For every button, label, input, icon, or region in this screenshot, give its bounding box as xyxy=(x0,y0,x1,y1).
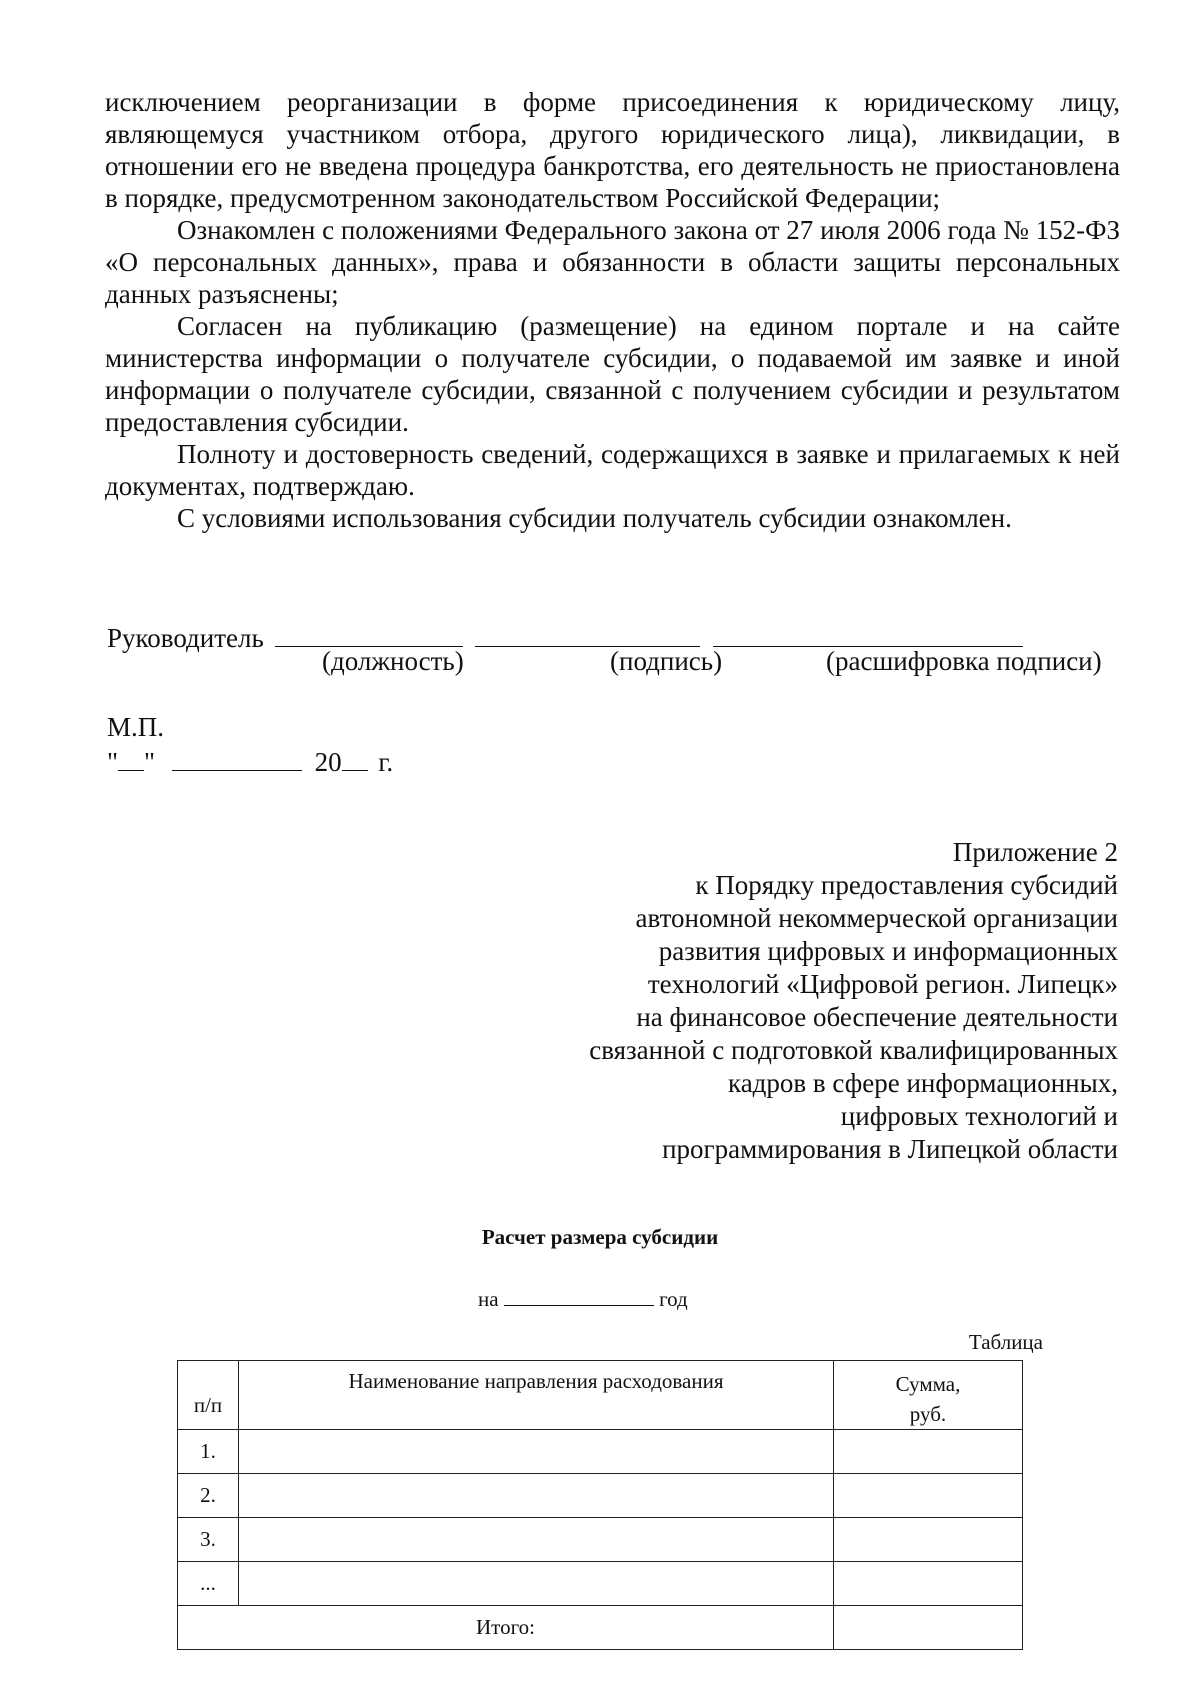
date-year-suffix: г. xyxy=(378,747,394,777)
header-sum xyxy=(840,1361,1016,1429)
date-month-field[interactable] xyxy=(172,746,302,771)
appendix-line: кадров в сфере информационных, xyxy=(727,1068,1118,1098)
row-expense-name-cell[interactable] xyxy=(239,1518,834,1562)
row-sum-cell[interactable] xyxy=(834,1474,1023,1518)
date-day-field[interactable] xyxy=(118,746,144,771)
signature-caption: (подпись) xyxy=(610,646,723,676)
paragraph-publication-consent: Согласен на публикацию (размещение) на едином портале и на сайте министерства информации о получателе субсидии, о подаваемой им заявке и иной информации о получателе субсидии, связанной с получением субсидии и результатом предоставления субсидии. xyxy=(105,311,1120,437)
decoding-caption: (расшифровка подписи) xyxy=(826,646,1102,676)
header-number: п/п xyxy=(193,1393,223,1417)
date-quote-close: " xyxy=(144,747,156,777)
table-row xyxy=(178,1562,1023,1606)
row-number: 3. xyxy=(178,1518,239,1562)
row-number: 2. xyxy=(178,1474,239,1518)
row-expense-name-cell[interactable] xyxy=(239,1474,834,1518)
paragraph-conditions: С условиями использования субсидии получатель субсидии ознакомлен. xyxy=(177,503,1012,533)
header-number-cell xyxy=(178,1361,239,1430)
date-quote-open: " xyxy=(107,747,119,777)
row-expense-name-cell[interactable] xyxy=(239,1562,834,1606)
table-caption: Таблица xyxy=(968,1330,1043,1354)
date-line xyxy=(107,746,393,778)
position-field[interactable] xyxy=(275,620,463,647)
table-row xyxy=(178,1518,1023,1562)
subsidy-calculation-table xyxy=(177,1360,1023,1650)
header-sum-cell xyxy=(834,1361,1023,1430)
appendix-line: развития цифровых и информационных xyxy=(658,936,1118,966)
year-suffix: год xyxy=(659,1287,688,1311)
row-sum-cell[interactable] xyxy=(834,1430,1023,1474)
signature-decoding-field[interactable] xyxy=(713,620,1023,647)
position-caption: (должность) xyxy=(322,646,464,676)
table-row xyxy=(178,1474,1023,1518)
appendix-line: Приложение 2 xyxy=(952,837,1118,867)
total-label: Итого: xyxy=(178,1606,834,1650)
total-sum-cell[interactable] xyxy=(834,1606,1023,1650)
signature-field[interactable] xyxy=(475,620,700,647)
paragraph-personal-data: Ознакомлен с положениями Федерального закона от 27 июля 2006 года № 152-ФЗ «О персональных данных», права и обязанности в области защиты персональных данных разъяснены; xyxy=(105,215,1120,309)
year-prefix: на xyxy=(478,1287,499,1311)
table-row xyxy=(178,1430,1023,1474)
table-header-row xyxy=(178,1361,1023,1430)
paragraph-completeness: Полноту и достоверность сведений, содержащихся в заявке и прилагаемых к ней документах, подтверждаю. xyxy=(105,439,1120,501)
appendix-line: автономной некоммерческой организации xyxy=(635,903,1118,933)
appendix-line: на финансовое обеспечение деятельности xyxy=(636,1002,1118,1032)
header-sum-line1: Сумма, xyxy=(895,1372,961,1396)
row-number: ... xyxy=(178,1562,239,1606)
paragraph-reorganization: исключением реорганизации в форме присоединения к юридическому лицу, являющемуся участником отбора, другого юридического лица), ликвидации, в отношении его не введена процедура банкротства, его деятельность не приостановлена в порядке, предусмотренном законодательством Российской Федерации; xyxy=(105,87,1120,213)
stamp-place: М.П. xyxy=(107,712,165,742)
appendix-line: к Порядку предоставления субсидий xyxy=(695,870,1118,900)
appendix-line: связанной с подготовкой квалифицированных xyxy=(589,1035,1118,1065)
declaration-text xyxy=(105,86,1120,534)
appendix-line: цифровых технологий и xyxy=(840,1101,1118,1131)
row-sum-cell[interactable] xyxy=(834,1562,1023,1606)
appendix-line: технологий «Цифровой регион. Липецк» xyxy=(647,969,1118,999)
form-title: Расчет размера субсидии xyxy=(481,1225,719,1249)
head-label: Руководитель xyxy=(107,623,264,653)
row-number: 1. xyxy=(178,1430,239,1474)
header-sum-line2: руб. xyxy=(909,1402,947,1426)
row-sum-cell[interactable] xyxy=(834,1518,1023,1562)
table-total-row xyxy=(178,1606,1023,1650)
header-expense-name: Наименование направления расходования xyxy=(348,1369,724,1393)
date-year-field[interactable] xyxy=(342,746,368,771)
date-year-prefix: 20 xyxy=(314,747,342,777)
row-expense-name-cell[interactable] xyxy=(239,1430,834,1474)
header-name-cell xyxy=(239,1361,834,1430)
year-line xyxy=(478,1285,688,1312)
appendix-header xyxy=(498,836,1118,1166)
appendix-line: программирования в Липецкой области xyxy=(662,1134,1118,1164)
year-field[interactable] xyxy=(504,1285,654,1306)
